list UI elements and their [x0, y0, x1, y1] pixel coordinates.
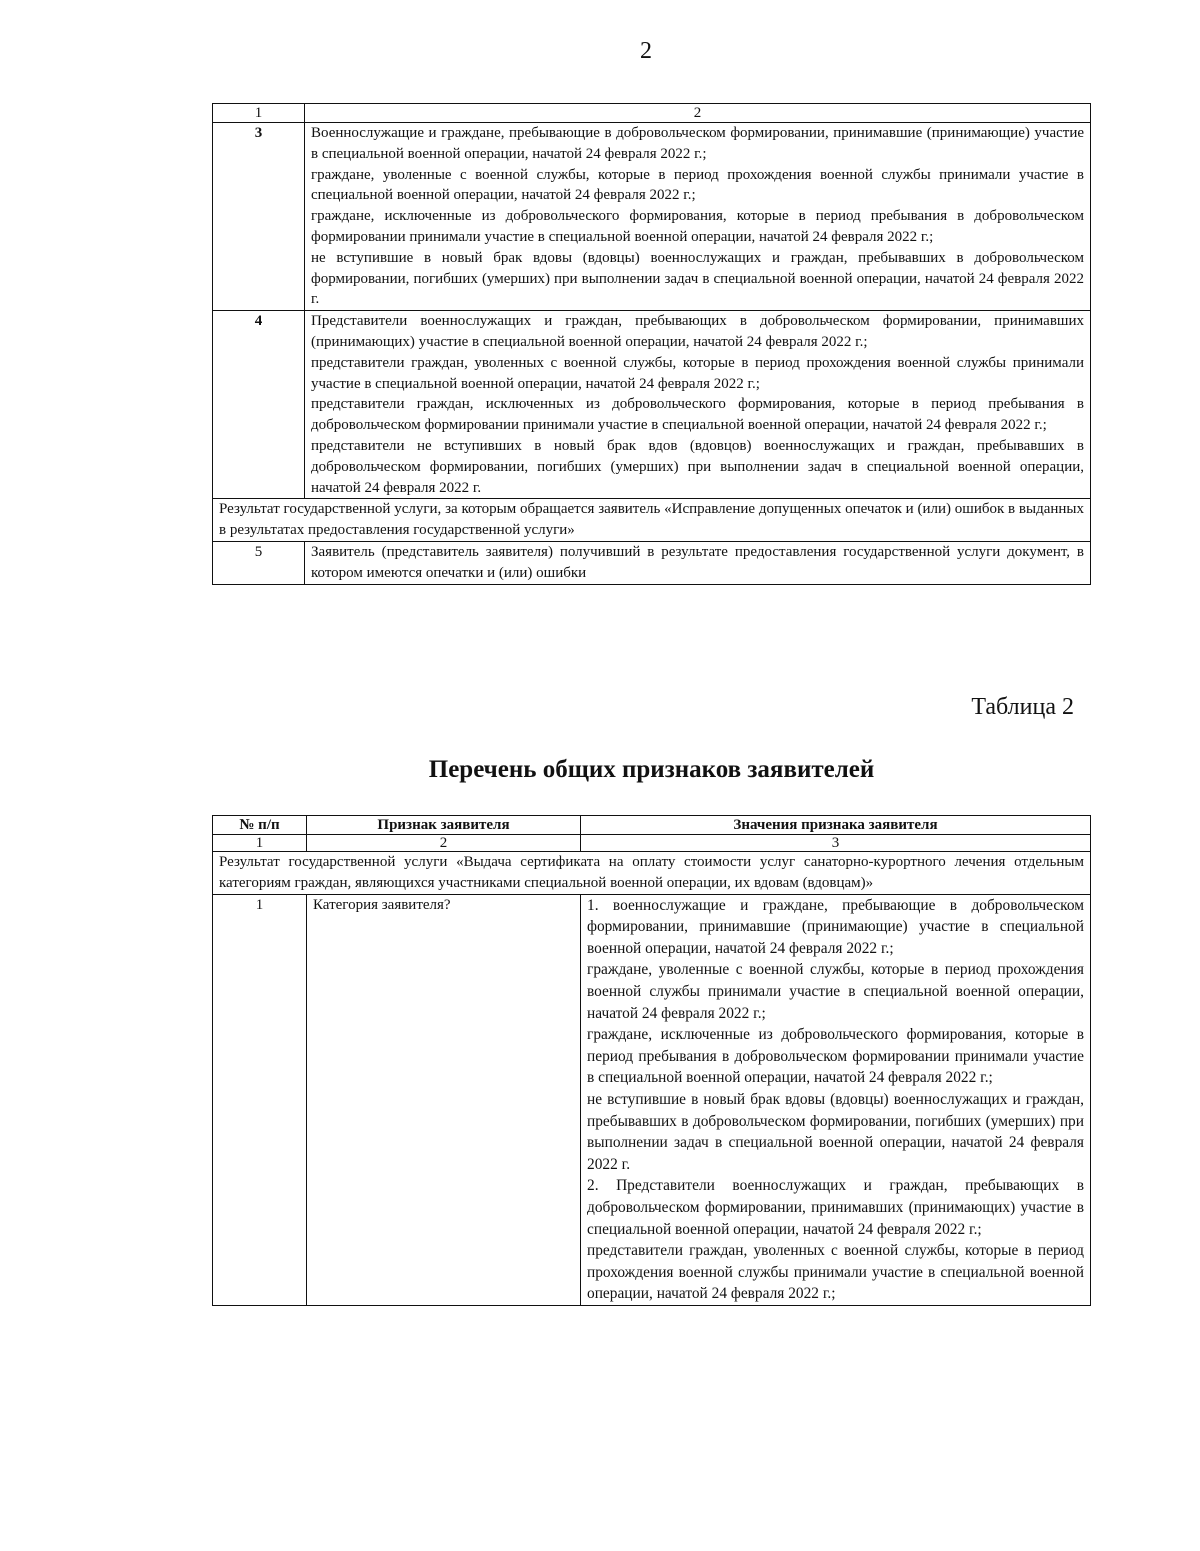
page-number: 2 [640, 38, 652, 64]
column-index-3: 3 [581, 835, 1091, 852]
paragraph: не вступившие в новый брак вдовы (вдовцы) военнослужащих и граждан, пребывавших в добровольческом формировании, погибших (умерших) при выполнении задач в специальной военной операции, начатой 24 февраля 2022 г. [311, 249, 1084, 308]
section-title: Перечень общих признаков заявителей [428, 756, 875, 783]
row-description [305, 311, 1091, 499]
feature-name: Категория заявителя? [307, 894, 581, 1305]
table-row [213, 123, 1091, 311]
table-row [213, 894, 1091, 1305]
applicant-features-table [212, 815, 1091, 1306]
row-number: 1 [213, 894, 307, 1305]
column-index-2: 2 [305, 104, 1091, 123]
row-number: 5 [213, 541, 305, 584]
table-caption: Таблица 2 [971, 694, 1074, 720]
column-index-2: 2 [307, 835, 581, 852]
paragraph: представители граждан, уволенных с военной службы, которые в период прохождения военной службы принимали участие в специальной военной операции, начатой 24 февраля 2022 г.; [587, 1242, 1084, 1303]
column-header-number: № п/п [213, 816, 307, 835]
paragraph: Представители военнослужащих и граждан, пребывающих в добровольческом формировании, принимавших (принимающих) участие в специальной военной операции, начатой 24 февраля 2022 г.; [311, 313, 1084, 350]
paragraph: 1. военнослужащие и граждане, пребывающие в добровольческом формировании, принимавшие (принимающие) участие в специальной военной операции, начатой 24 февраля 2022 г.; [587, 896, 1084, 957]
feature-values [581, 894, 1091, 1305]
result-row [213, 499, 1091, 542]
applicant-variants-table [212, 103, 1091, 585]
paragraph: граждане, уволенные с военной службы, которые в период прохождения военной службы принимали участие в специальной военной операции, начатой 24 февраля 2022 г.; [587, 961, 1084, 1022]
paragraph: представители граждан, исключенных из добровольческого формирования, которые в период пребывания в добровольческом формировании принимали участие в специальной военной операции, начатой 24 февраля 2022 г.; [311, 396, 1084, 434]
row-description: Заявитель (представитель заявителя) получивший в результате предоставления государственной услуги документ, в котором имеются опечатки и (или) ошибки [305, 541, 1091, 584]
paragraph: граждане, исключенные из добровольческого формирования, которые в период пребывания в добровольческом формировании принимали участие в специальной военной операции, начатой 24 февраля 2022 г.; [587, 1026, 1084, 1087]
column-header-values: Значения признака заявителя [581, 816, 1091, 835]
paragraph: 2. Представители военнослужащих и граждан, пребывающих в добровольческом формировании, принимавших (принимающих) участие в специальной военной операции, начатой 24 февраля 2022 г.; [587, 1177, 1084, 1238]
result-description: Результат государственной услуги, за которым обращается заявитель «Исправление допущенных опечаток и (или) ошибок в выданных в результатах предоставления государственной услуги» [213, 499, 1091, 542]
result-row [213, 852, 1091, 895]
column-index-row [213, 835, 1091, 852]
paragraph: Военнослужащие и граждане, пребывающие в добровольческом формировании, принимавшие (принимающие) участие в специальной военной операции, начатой 24 февраля 2022 г.; [311, 125, 1084, 162]
row-number: 4 [213, 311, 305, 499]
table-row [213, 311, 1091, 499]
column-index-1: 1 [213, 835, 307, 852]
paragraph: граждане, уволенные с военной службы, которые в период прохождения военной службы принимали участие в специальной военной операции, начатой 24 февраля 2022 г.; [311, 166, 1084, 204]
column-index-1: 1 [213, 104, 305, 123]
paragraph: не вступившие в новый брак вдовы (вдовцы) военнослужащих и граждан, пребывавших в добровольческом формировании, погибших (умерших) при выполнении задач в специальной военной операции, начатой 24 февраля 2022 г. [587, 1090, 1084, 1173]
row-number: 3 [213, 123, 305, 311]
paragraph: представители не вступивших в новый брак вдов (вдовцов) военнослужащих и граждан, пребывавших в добровольческом формировании, погибших (умерших) при выполнении задач в специальной военной операции, начатой 24 февраля 2022 г. [311, 437, 1084, 496]
paragraph: граждане, исключенные из добровольческого формирования, которые в период пребывания в добровольческом формировании принимали участие в специальной военной операции, начатой 24 февраля 2022 г.; [311, 208, 1084, 245]
table-header-row [213, 104, 1091, 123]
result-description: Результат государственной услуги «Выдача сертификата на оплату стоимости услуг санаторно-курортного лечения отдельным категориям граждан, являющихся участниками специальной военной операции, их вдовам (вдовцам)» [213, 852, 1091, 895]
row-description [305, 123, 1091, 311]
table-row [213, 541, 1091, 584]
table-header-row [213, 816, 1091, 835]
paragraph: представители граждан, уволенных с военной службы, которые в период прохождения военной службы принимали участие в специальной военной операции, начатой 24 февраля 2022 г.; [311, 354, 1084, 392]
column-header-feature: Признак заявителя [307, 816, 581, 835]
